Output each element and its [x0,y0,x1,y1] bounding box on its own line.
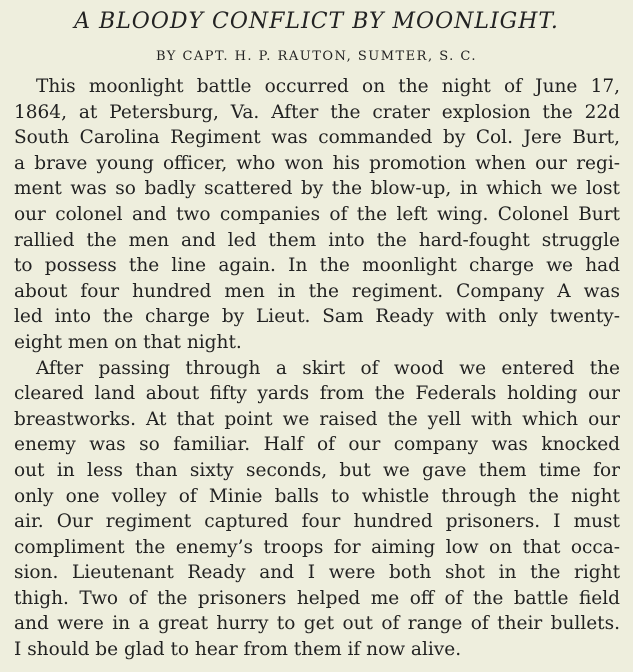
text-line: to possess the line again. In the moonlight charge we had [14,255,620,277]
text-line: cleared land about fifty yards from the Federals holding our [14,383,620,405]
text-line: ment was so badly scattered by the blow-up, in which we lost [14,178,620,200]
text-line: compliment the enemy’s troops for aiming low on that occa- [14,536,620,558]
text-line: 1864, at Petersburg, Va. After the crater explosion the 22d [14,101,620,123]
text-line: rallied the men and led them into the hard-fought struggle [14,229,620,251]
text-line: eight men on that night. [14,331,242,353]
text-line: I should be glad to hear from them if now alive. [14,639,462,661]
text-line: breastworks. At that point we raised the yell with which our [14,408,620,430]
text-line: enemy was so familiar. Half of our company was knocked [14,434,620,456]
text-line: air. Our regiment captured four hundred prisoners. I must [14,511,620,533]
text-line: about four hundred men in the regiment. Company A was [14,280,620,302]
text-line: out in less than sixty seconds, but we gave them time for [14,459,620,481]
text-line: South Carolina Regiment was commanded by Col. Jere Burt, [14,127,620,149]
text-line: a brave young officer, who won his promotion when our regi- [14,152,620,174]
text-line: thigh. Two of the prisoners helped me off of the battle field [14,587,620,609]
text-line: sion. Lieutenant Ready and I were both shot in the right [14,562,620,584]
text-line: and were in a great hurry to get out of range of their bullets. [14,613,620,635]
article-body [14,74,620,663]
text-line: led into the charge by Lieut. Sam Ready with only twenty- [14,306,620,328]
text-line: only one volley of Minie balls to whistle through the night [14,485,620,507]
article-byline: BY CAPT. H. P. RAUTON, SUMTER, S. C. [155,49,478,64]
text-line: our colonel and two companies of the left wing. Colonel Burt [14,203,620,225]
text-line: After passing through a skirt of wood we entered the [36,357,620,379]
text-line: This moonlight battle occurred on the night of June 17, [36,76,620,97]
article-title: A BLOODY CONFLICT BY MOONLIGHT. [74,9,559,34]
